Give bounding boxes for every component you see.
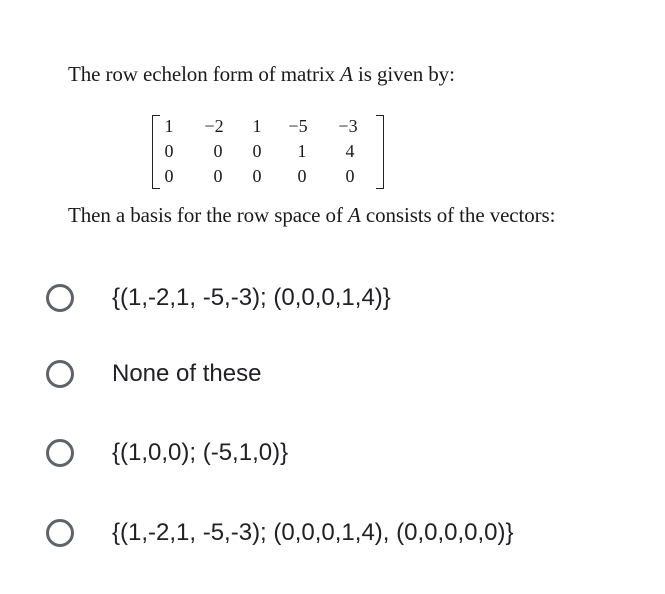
matrix-cell: 0 xyxy=(213,141,223,161)
matrix-cell: 1 xyxy=(252,116,262,136)
prompt-text: is given by: xyxy=(352,62,455,86)
matrix-cell: 0 xyxy=(252,166,262,186)
matrix-cell: −2 xyxy=(204,116,224,136)
radio-button-icon[interactable] xyxy=(46,519,74,547)
matrix-cell: 0 xyxy=(345,166,355,186)
matrix-cell: 4 xyxy=(345,141,355,161)
matrix-name: A xyxy=(340,62,353,86)
prompt-text: The row echelon form of matrix xyxy=(68,62,341,86)
matrix-cell: 0 xyxy=(164,166,174,186)
matrix-cell: 0 xyxy=(164,141,174,161)
question-prompt-line-2 xyxy=(68,203,555,228)
answer-option-label[interactable]: None of these xyxy=(112,360,262,387)
matrix-cell: −3 xyxy=(338,116,358,136)
matrix-cell: 0 xyxy=(213,166,223,186)
prompt-text: consists of the vectors: xyxy=(360,203,556,227)
radio-button-icon[interactable] xyxy=(46,439,74,467)
matrix-cell: −5 xyxy=(288,116,308,136)
answer-option[interactable] xyxy=(46,278,391,318)
row-echelon-matrix xyxy=(150,113,386,191)
matrix-right-bracket xyxy=(376,115,384,189)
prompt-text: Then a basis for the row space of xyxy=(68,203,348,227)
matrix-name: A xyxy=(348,203,361,227)
matrix-cell: 0 xyxy=(297,166,307,186)
answer-option[interactable] xyxy=(46,433,288,473)
matrix-cell: 1 xyxy=(164,116,174,136)
answer-option[interactable] xyxy=(46,513,514,553)
radio-button-icon[interactable] xyxy=(46,360,74,388)
radio-button-icon[interactable] xyxy=(46,284,74,312)
answer-option-label[interactable]: {(1,-2,1, -5,-3); (0,0,0,1,4), (0,0,0,0,0)} xyxy=(112,519,514,546)
question-prompt-line-1 xyxy=(68,62,455,87)
answer-option[interactable] xyxy=(46,354,261,394)
matrix-cell: 1 xyxy=(297,141,307,161)
matrix-cell: 0 xyxy=(252,141,262,161)
answer-option-label[interactable]: {(1,0,0); (-5,1,0)} xyxy=(112,439,289,466)
answer-option-label[interactable]: {(1,-2,1, -5,-3); (0,0,0,1,4)} xyxy=(112,284,391,311)
